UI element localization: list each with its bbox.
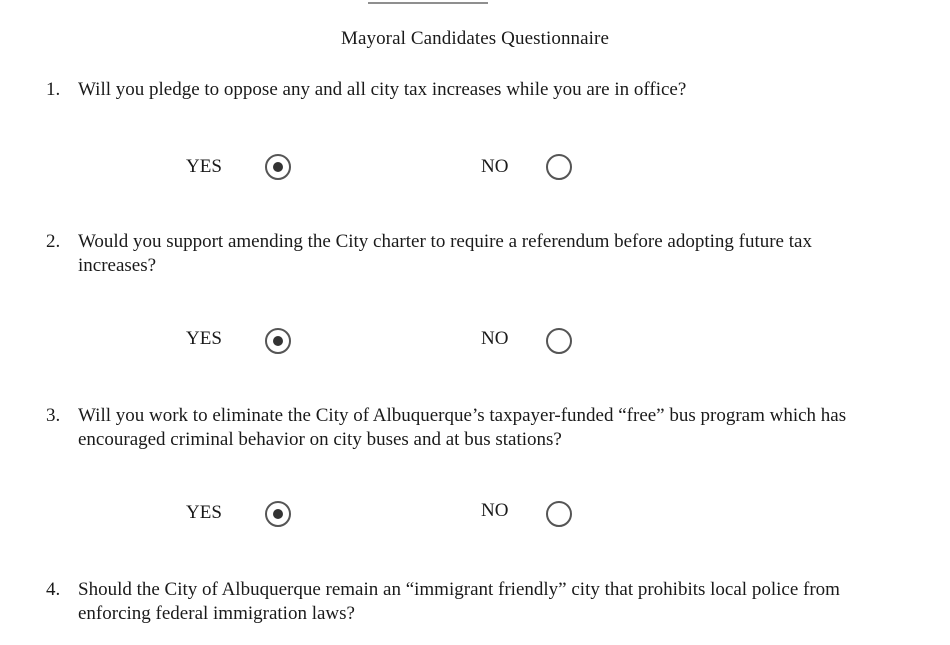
no-radio[interactable] [546,501,572,527]
yes-radio[interactable] [265,154,291,180]
question-2 [46,230,866,278]
no-radio[interactable] [546,154,572,180]
question-number: 3. [46,405,61,426]
yes-label: YES [186,328,222,349]
page-title: Mayoral Candidates Questionnaire [340,28,610,49]
question-3 [46,404,866,452]
yes-label: YES [186,156,222,177]
yes-radio[interactable] [265,501,291,527]
yes-label: YES [186,502,222,523]
answer-row-2 [0,322,950,362]
cropped-header-line [368,0,488,4]
question-number: 1. [46,79,61,100]
no-label: NO [481,156,509,177]
question-1 [46,78,866,102]
question-number: 2. [46,231,61,252]
question-text: Will you pledge to oppose any and all city tax increases while you are in office? [78,79,687,100]
question-number: 4. [46,579,61,600]
question-text: Should the City of Albuquerque remain an “immigrant friendly” city that prohibits local police from enforcing federal immigration laws? [78,579,840,624]
no-label: NO [481,500,509,521]
answer-row-1 [0,150,950,190]
question-4 [46,578,866,626]
no-label: NO [481,328,509,349]
yes-radio[interactable] [265,328,291,354]
answer-row-3 [0,496,950,536]
no-radio[interactable] [546,328,572,354]
question-text: Will you work to eliminate the City of Albuquerque’s taxpayer-funded “free” bus program which has encouraged criminal behavior on city buses and at bus stations? [78,405,847,450]
question-text: Would you support amending the City charter to require a referendum before adopting future tax increases? [78,231,812,276]
